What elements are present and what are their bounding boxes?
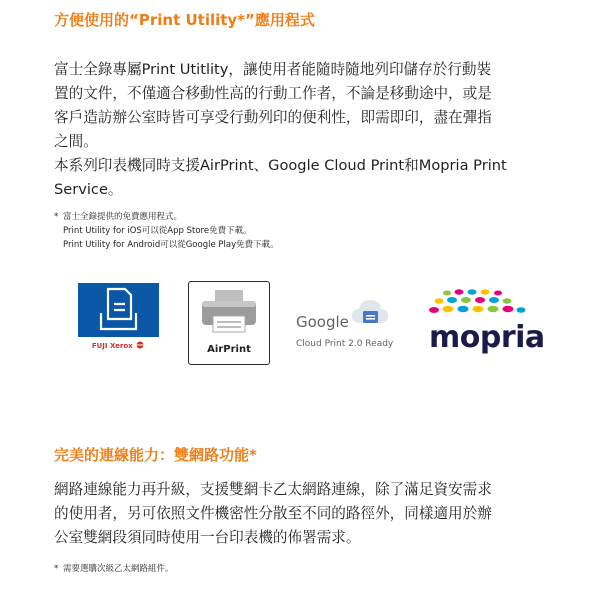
footnote-asterisk: *	[54, 564, 59, 574]
footnote-row	[54, 224, 279, 238]
footnote-row	[54, 238, 279, 252]
paragraph-line: 本系列印表機同時支援AirPrint、Google Cloud Print和Mopria Print	[54, 157, 507, 174]
footnote-asterisk: *	[54, 212, 59, 222]
paragraph-line: 之間。	[54, 133, 98, 150]
footnote-text: Print Utility for iOS可以從App Store免費下載。	[63, 226, 252, 236]
section-heading-dual-network: 完美的連線能力：雙網路功能*	[54, 446, 257, 464]
paragraph-line: 客戶造訪辦公室時皆可享受行動列印的便利性，即需即印，盡在彈指	[54, 109, 492, 126]
footnotes-print-utility	[54, 210, 279, 252]
section-heading-print-utility: 方便使用的“Print Utility*”應用程式	[54, 11, 315, 29]
dual-network-paragraph	[54, 478, 554, 550]
mopria-logo	[425, 288, 545, 358]
paragraph-line: 的使用者，另可依照文件機密性分散至不同的路徑外，同樣適用於辦	[54, 505, 492, 522]
print-utility-paragraph	[54, 58, 554, 202]
google-cloud-print-logo	[290, 297, 410, 357]
footnote-text: 富士全錄提供的免費應用程式。	[63, 212, 183, 222]
cloud-print-subtitle: Cloud Print 2.0 Ready	[296, 339, 394, 349]
airprint-label: AirPrint	[207, 344, 251, 355]
cloud-print-icon	[350, 295, 390, 329]
footnote-text: 需要選購次級乙太網路組件。	[63, 564, 174, 574]
google-wordmark: Google	[296, 313, 349, 331]
footnotes-dual-network	[54, 562, 174, 576]
mopria-wordmark: mopria	[429, 320, 545, 355]
printer-icon	[189, 282, 269, 342]
paragraph-line: 網路連線能力再升級，支援雙網卡乙太網路連線，除了滿足資安需求	[54, 481, 492, 498]
paragraph-line: 公室雙網段須同時使用一台印表機的佈署需求。	[54, 529, 361, 546]
footnote-text: Print Utility for Android可以從Google Play免費下載。	[63, 240, 279, 250]
fujixerox-wordmark: FUJI Xerox	[78, 341, 159, 350]
footnote-row	[54, 210, 279, 224]
footnote-row	[54, 562, 174, 576]
print-utility-app-icon	[78, 283, 159, 337]
mopria-dots-icon	[425, 288, 530, 322]
paragraph-line: 置的文件，不僅適合移動性高的行動工作者，不論是移動途中，或是	[54, 85, 492, 102]
airprint-logo	[188, 281, 270, 365]
paragraph-line: 富士全錄專屬Print Utitlity，讓使用者能隨時隨地列印儲存於行動裝	[54, 61, 492, 78]
xerox-ball-icon	[135, 341, 145, 349]
paragraph-line: Service。	[54, 181, 123, 198]
fujixerox-logo	[78, 283, 159, 364]
